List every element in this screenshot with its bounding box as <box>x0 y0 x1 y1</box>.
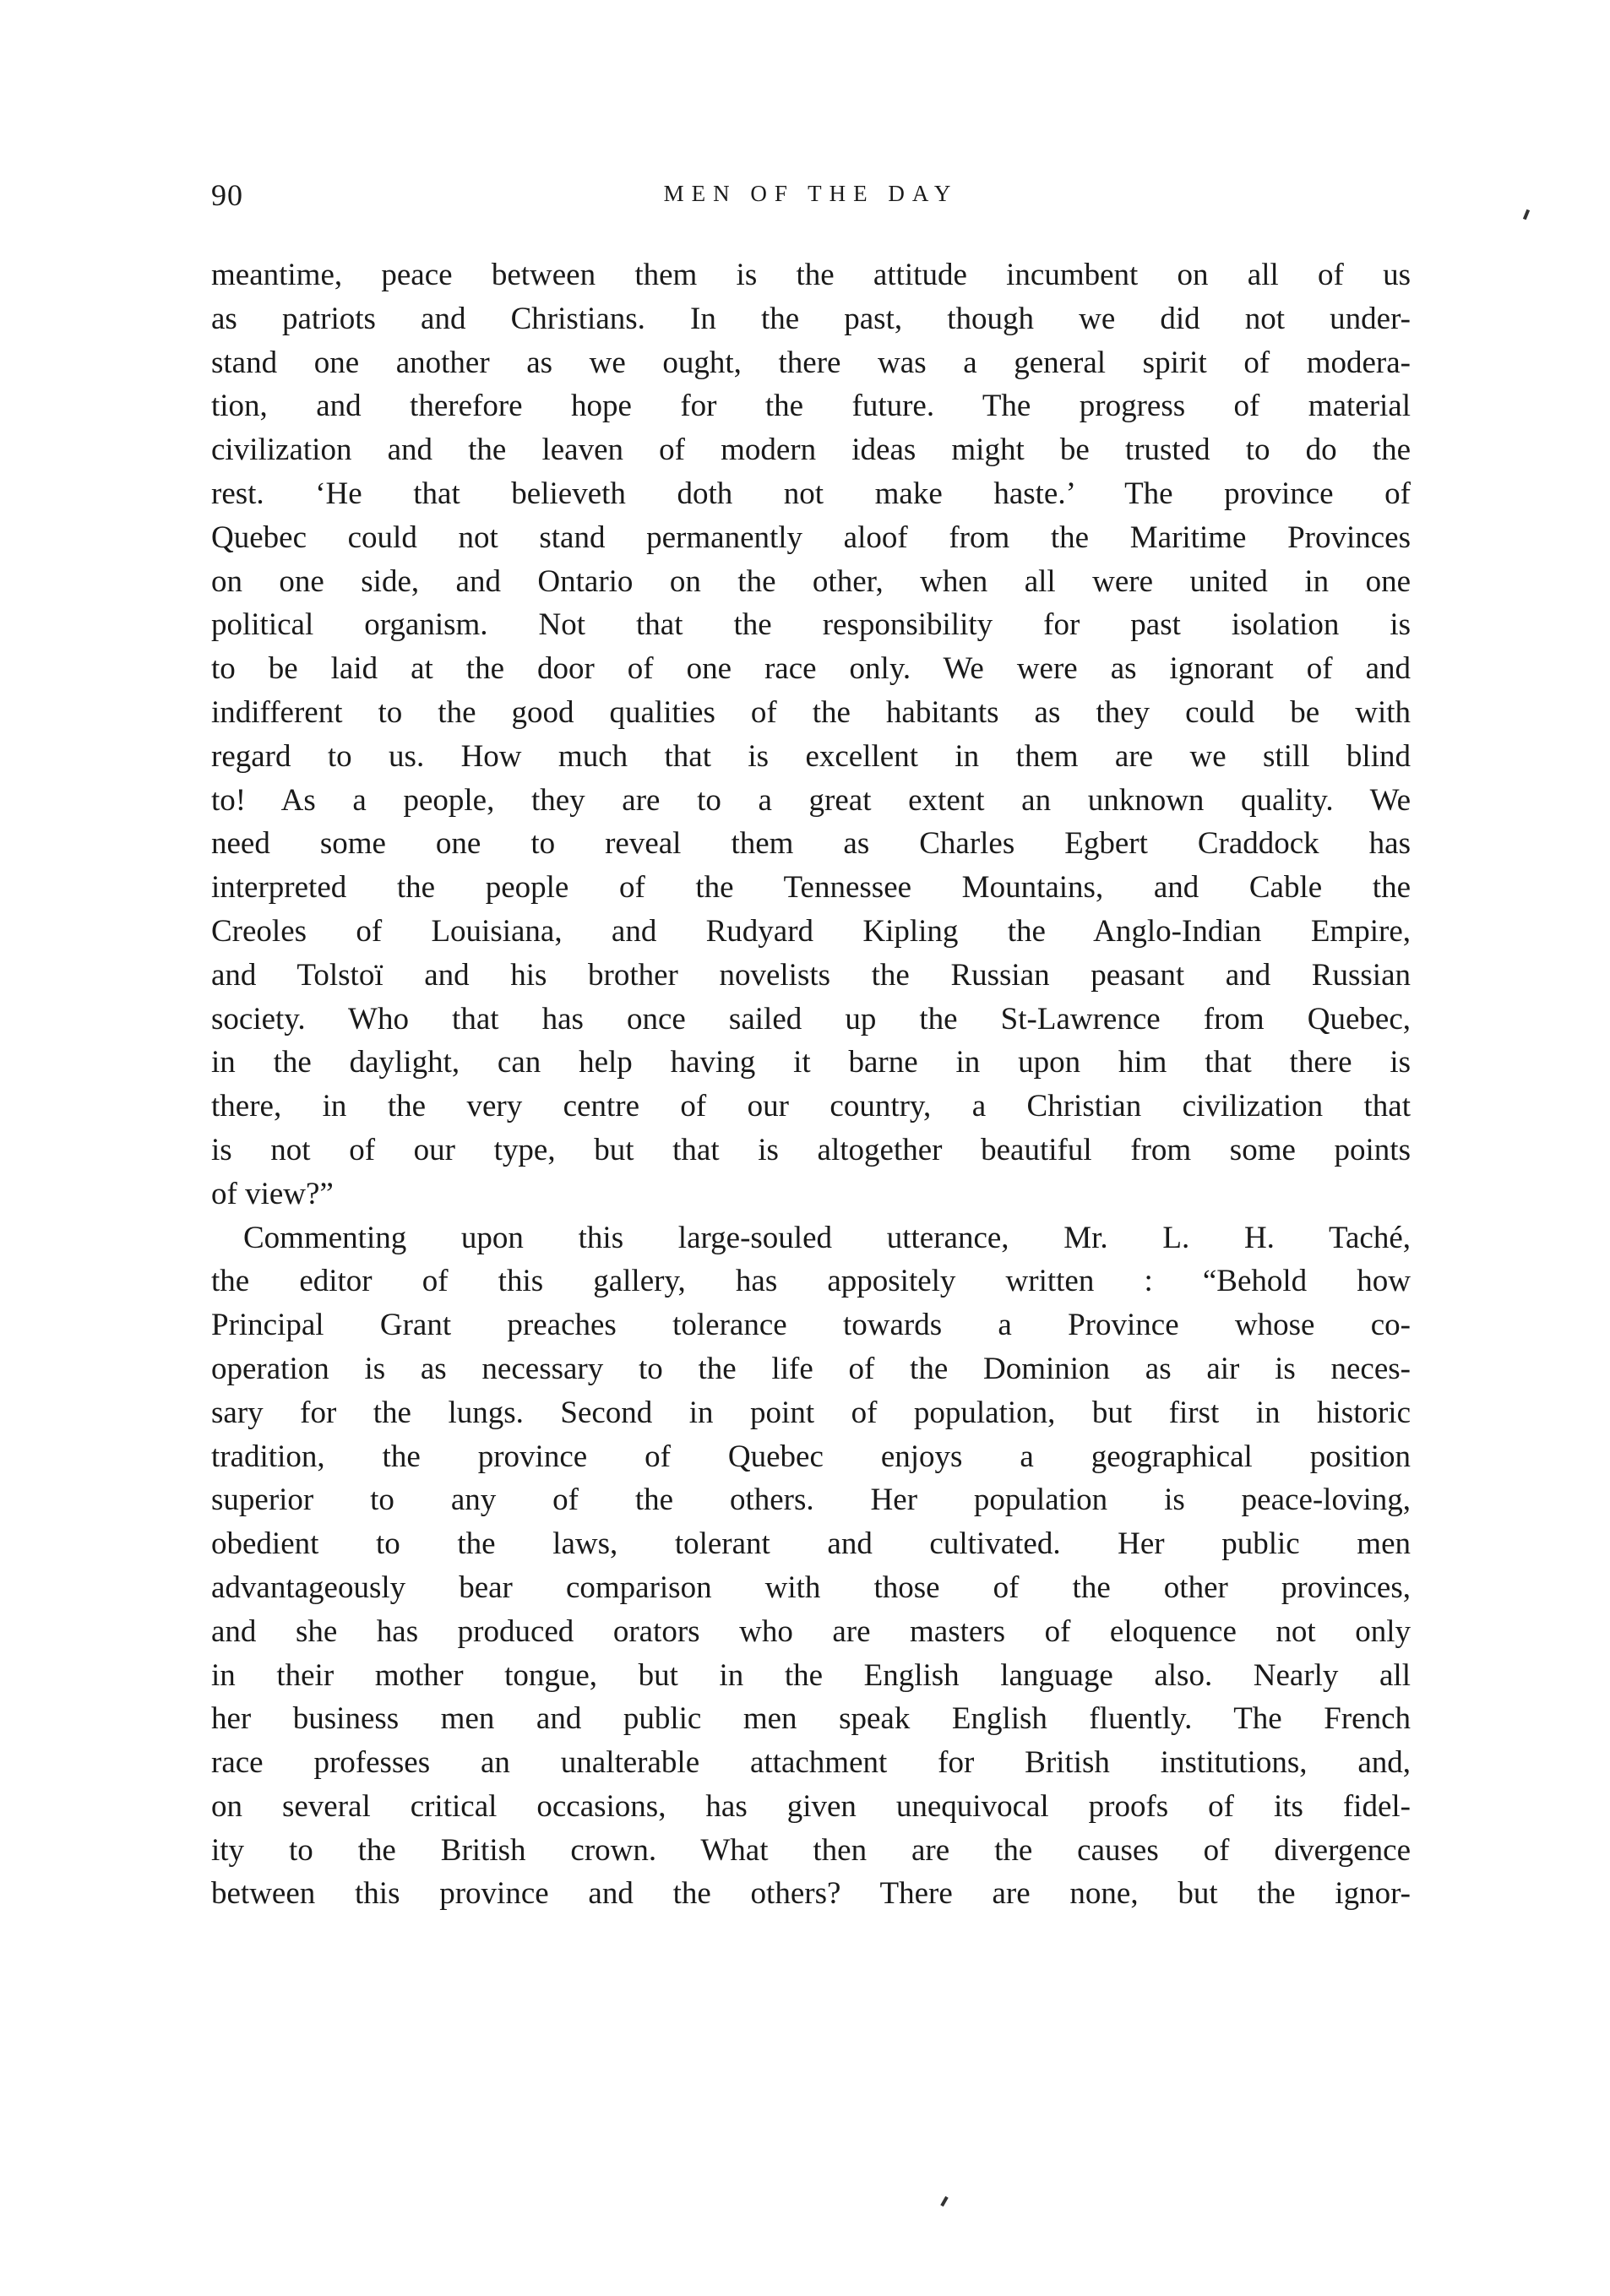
text-line: interpreted the people of the Tennessee Mountains, and Cable the <box>211 870 1411 906</box>
text-line: in the daylight, can help having it barne in upon him that there is <box>211 1045 1411 1080</box>
text-line: the editor of this gallery, has appositely written : “Behold how <box>211 1264 1411 1299</box>
text-line: to be laid at the door of one race only. We were as ignorant of and <box>211 651 1411 687</box>
text-line: Creoles of Louisiana, and Rudyard Kipling the Anglo-Indian Empire, <box>211 913 1411 949</box>
text-line: of view?” <box>211 1176 334 1211</box>
text-line: as patriots and Christians. In the past, though we did not under- <box>211 301 1411 336</box>
paragraph-2 <box>211 1216 1411 1917</box>
body-text <box>211 253 1411 1916</box>
text-line: obedient to the laws, tolerant and cultivated. Her public men <box>211 1526 1411 1562</box>
text-line: there, in the very centre of our country, a Christian civilization that <box>211 1089 1411 1124</box>
text-line: meantime, peace between them is the attitude incumbent on all of us <box>211 258 1411 292</box>
text-line: between this province and the others? There are none, but the ignor- <box>211 1876 1411 1912</box>
text-line: on several critical occasions, has given unequivocal proofs of its fidel- <box>211 1788 1411 1824</box>
text-line: Commenting upon this large-souled utterance, Mr. L. H. Taché, <box>243 1220 1411 1255</box>
ink-speck <box>1523 209 1530 220</box>
ink-speck <box>940 2196 948 2206</box>
text-line: society. Who that has once sailed up the St-Lawrence from Quebec, <box>211 1001 1411 1036</box>
text-line: stand one another as we ought, there was a general spirit of modera- <box>211 345 1411 380</box>
text-line: Quebec could not stand permanently aloof from the Maritime Provinces <box>211 520 1411 555</box>
running-title: MEN OF THE DAY <box>663 181 959 206</box>
text-line: operation is as necessary to the life of the Dominion as air is neces- <box>211 1351 1411 1386</box>
text-line: to! As a people, they are to a great extent an unknown quality. We <box>211 782 1411 818</box>
text-line: sary for the lungs. Second in point of population, but first in historic <box>211 1395 1411 1430</box>
text-line: in their mother tongue, but in the English language also. Nearly all <box>211 1657 1411 1693</box>
text-line: on one side, and Ontario on the other, when all were united in one <box>211 563 1411 599</box>
text-line: tradition, the province of Quebec enjoys a geographical position <box>211 1439 1411 1474</box>
text-line: rest. ‘He that believeth doth not make haste.’ The province of <box>211 476 1411 511</box>
text-line: and Tolstoï and his brother novelists the Russian peasant and Russian <box>211 957 1411 993</box>
text-line: and she has produced orators who are masters of eloquence not only <box>211 1613 1411 1649</box>
paragraph-1 <box>211 253 1411 1216</box>
text-line: need some one to reveal them as Charles Egbert Craddock has <box>211 826 1411 862</box>
text-line: superior to any of the others. Her population is peace-loving, <box>211 1483 1411 1518</box>
text-line: tion, and therefore hope for the future. The progress of material <box>211 389 1411 424</box>
text-line: is not of our type, but that is altogether beautiful from some points <box>211 1132 1411 1167</box>
text-line: advantageously bear comparison with those of the other provinces, <box>211 1570 1411 1605</box>
text-line: political organism. Not that the responsibility for past isolation is <box>211 607 1411 643</box>
text-line: civilization and the leaven of modern ideas might be trusted to do the <box>211 433 1411 468</box>
text-line: Principal Grant preaches tolerance towards a Province whose co- <box>211 1308 1411 1343</box>
text-line: her business men and public men speak English fluently. The French <box>211 1701 1411 1737</box>
text-line: race professes an unalterable attachment for British institutions, and, <box>211 1745 1411 1781</box>
text-line: indifferent to the good qualities of the habitants as they could be with <box>211 694 1411 730</box>
running-head <box>211 177 1411 220</box>
text-line: ity to the British crown. What then are the causes of divergence <box>211 1832 1411 1868</box>
text-line: regard to us. How much that is excellent in them are we still blind <box>211 738 1411 774</box>
page-number: 90 <box>211 178 243 212</box>
